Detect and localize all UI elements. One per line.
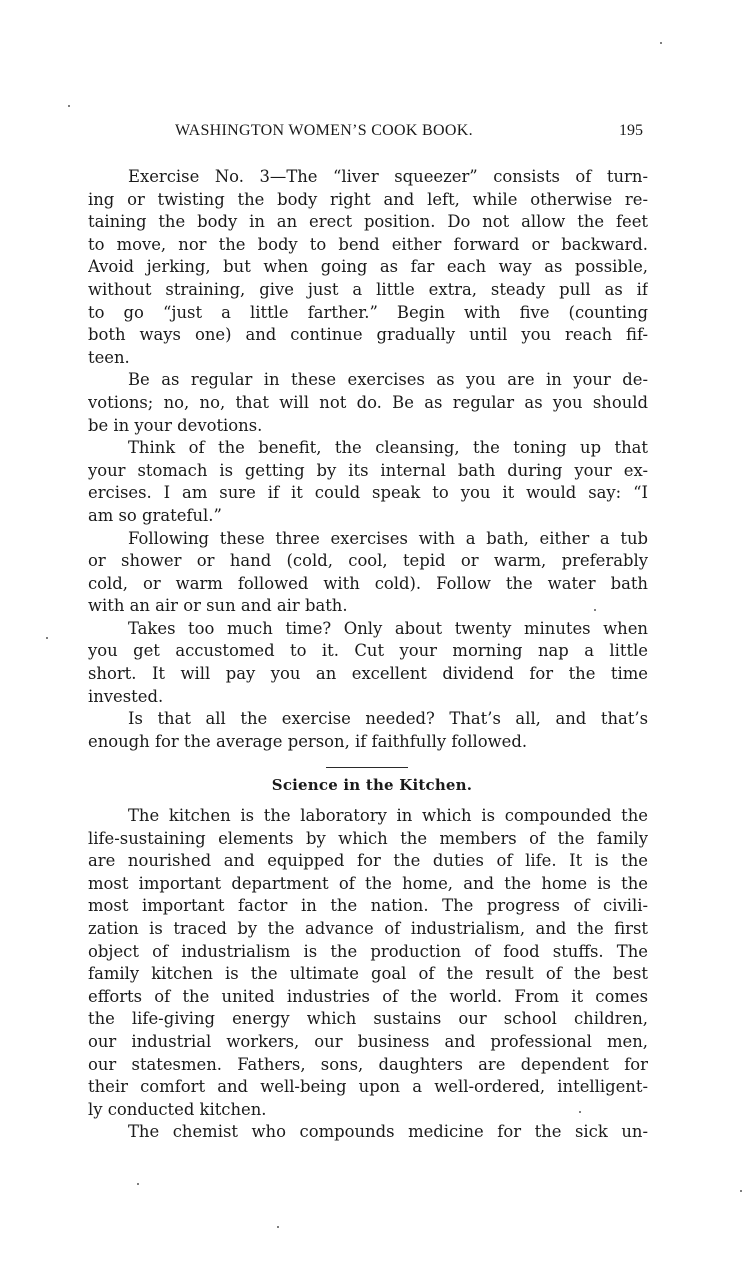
section-heading — [0, 776, 750, 794]
text-line: am so grateful.” — [88, 505, 222, 525]
kitchen-text-block — [88, 805, 648, 1144]
scan-speck — [137, 1183, 139, 1185]
text-line: our industrial workers, our business and professional men, — [88, 1031, 648, 1051]
text-line: efforts of the united industries of the world. From it comes — [88, 986, 648, 1006]
text-line: Following these three exercises with a bath, either a tub — [128, 528, 648, 548]
text-line: ercises. I am sure if it could speak to you it would say: “I — [88, 483, 648, 503]
text-line: without straining, give just a little extra, steady pull as if — [88, 279, 648, 299]
text-line: both ways one) and continue gradually until you reach fif- — [88, 325, 648, 345]
text-line: life-sustaining elements by which the members of the family — [88, 828, 648, 848]
scan-speck — [68, 105, 70, 107]
text-line: family kitchen is the ultimate goal of the result of the best — [88, 964, 648, 984]
scan-speck — [46, 637, 48, 639]
text-line: short. It will pay you an excellent dividend for the time — [88, 664, 648, 684]
scan-speck — [277, 1226, 279, 1228]
page-number: 195 — [619, 122, 643, 139]
text-line: the life-giving energy which sustains our school children, — [88, 1009, 648, 1029]
running-title: WASHINGTON WOMEN’S COOK BOOK. — [175, 122, 473, 139]
text-line: you get accustomed to it. Cut your morning nap a little — [88, 641, 648, 661]
text-line: ing or twisting the body right and left, while otherwise re- — [88, 189, 648, 209]
text-line: our statesmen. Fathers, sons, daughters are dependent for — [88, 1054, 648, 1074]
text-line: Avoid jerking, but when going as far each way as possible, — [88, 257, 648, 277]
text-line: The kitchen is the laboratory in which is compounded the — [128, 806, 648, 825]
text-line: Think of the benefit, the cleansing, the toning up that — [128, 438, 648, 458]
scan-speck — [740, 1190, 742, 1192]
text-line: Is that all the exercise needed? That’s all, and that’s — [128, 709, 648, 729]
text-line: be in your devotions. — [88, 415, 263, 435]
text-line: taining the body in an erect position. Do not allow the feet — [88, 212, 648, 232]
scan-speck — [594, 609, 596, 611]
text-line: or shower or hand (cold, cool, tepid or warm, preferably — [88, 551, 648, 571]
text-line: to go “just a little farther.” Begin with five (counting — [88, 302, 648, 322]
text-line: The chemist who compounds medicine for the sick un- — [128, 1122, 648, 1142]
text-line: zation is traced by the advance of industrialism, and the first — [88, 918, 648, 938]
text-line: invested. — [88, 686, 164, 706]
section-divider — [326, 767, 408, 768]
text-line: Takes too much time? Only about twenty minutes when — [128, 618, 648, 638]
text-line: Exercise No. 3—The “liver squeezer” consists of turn- — [128, 167, 648, 186]
scan-speck — [579, 1111, 581, 1113]
text-line: with an air or sun and air bath. — [88, 596, 348, 616]
text-line: to move, nor the body to bend either forward or backward. — [88, 234, 648, 254]
text-line: Be as regular in these exercises as you are in your de- — [128, 370, 648, 390]
text-line: most important factor in the nation. The progress of civili- — [88, 896, 648, 916]
text-line: enough for the average person, if faithfully followed. — [88, 731, 528, 751]
running-head — [0, 119, 750, 143]
scan-speck — [660, 42, 662, 44]
text-line: object of industrialism is the production of food stuffs. The — [88, 941, 648, 961]
text-line: are nourished and equipped for the duties of life. It is the — [88, 851, 648, 871]
text-line: most important department of the home, and the home is the — [88, 873, 648, 893]
text-line: ly conducted kitchen. — [88, 1099, 267, 1119]
text-line: teen. — [88, 347, 130, 367]
text-line: votions; no, no, that will not do. Be as regular as you should — [88, 392, 648, 412]
exercise-text-block — [88, 166, 648, 753]
text-line: your stomach is getting by its internal bath during your ex- — [88, 460, 648, 480]
text-line: their comfort and well-being upon a well-ordered, intelligent- — [88, 1077, 648, 1097]
section-heading-text: Science in the Kitchen. — [271, 776, 473, 794]
text-line: cold, or warm followed with cold). Follow the water bath — [88, 573, 648, 593]
